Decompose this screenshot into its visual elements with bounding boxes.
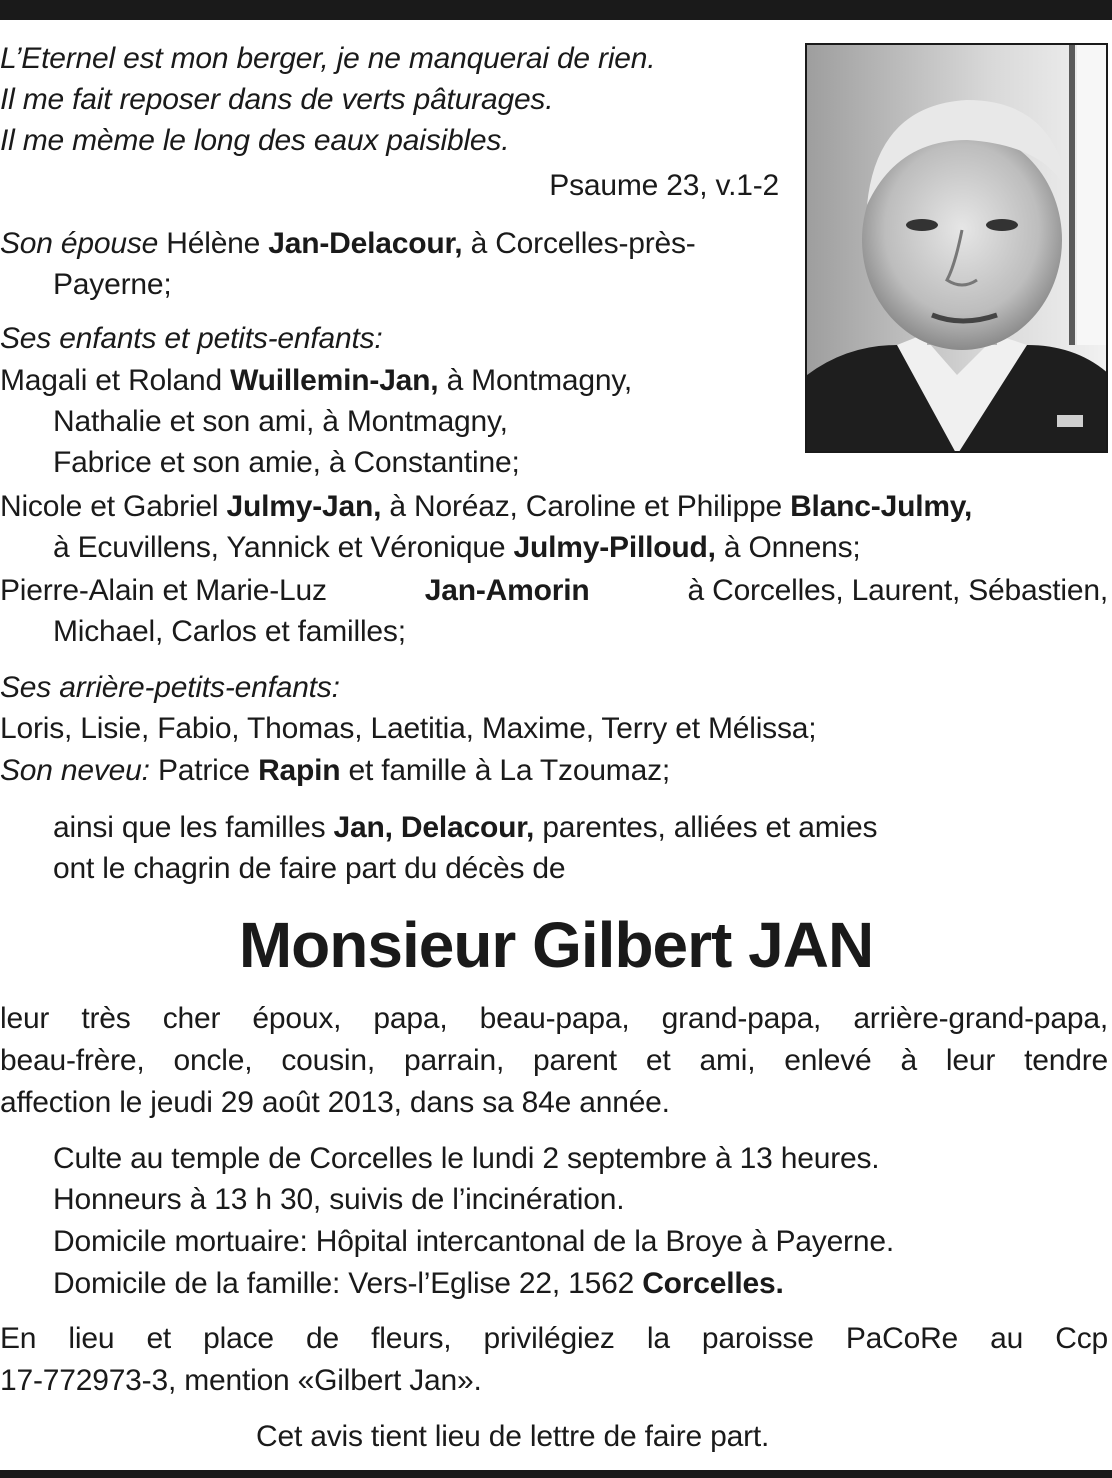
family2-surname: Julmy-Jan,: [226, 490, 382, 523]
children-label: Ses enfants et petits-enfants:: [0, 322, 383, 355]
family1-line: [0, 360, 632, 401]
service-line: Honneurs à 13 h 30, suivis de l’incinération.: [53, 1183, 625, 1216]
psalm-quote: [0, 38, 790, 161]
portrait-photo: [805, 43, 1108, 453]
service-line: Culte au temple de Corcelles le lundi 2 septembre à 13 heures.: [53, 1142, 880, 1175]
spouse-line: [0, 223, 790, 264]
family1-place: à Montmagny,: [446, 364, 633, 397]
family1-names: Magali et Roland: [0, 364, 222, 397]
spouse-first-name: Hélène: [166, 227, 261, 260]
spouse-place: à Corcelles-près-: [470, 227, 696, 260]
family3-names: Pierre-Alain et Marie-Luz: [0, 574, 327, 607]
psalm-reference: Psaume 23, v.1-2: [549, 169, 779, 202]
families-surnames: Jan, Delacour,: [333, 811, 535, 844]
spouse-place-continued: Payerne;: [53, 268, 172, 301]
bottom-border-rule: [0, 1470, 1112, 1478]
families-intro: ainsi que les familles: [53, 811, 326, 844]
family2-line2-end: à Onnens;: [723, 531, 861, 564]
family2-names: Nicole et Gabriel: [0, 490, 219, 523]
description-line: affection le jeudi 29 août 2013, dans sa 84e année.: [0, 1086, 670, 1119]
family2-surname-2: Blanc-Julmy,: [790, 490, 973, 523]
nephew-rest: et famille à La Tzoumaz;: [348, 754, 671, 787]
family2-line-2: [0, 527, 861, 568]
family3-line-2: Michael, Carlos et familles;: [53, 615, 406, 648]
top-border-rule: [0, 0, 1112, 20]
nephew-first-name: Patrice: [157, 754, 250, 787]
spouse-surname: Jan-Delacour,: [268, 227, 463, 260]
deceased-name: Monsieur Gilbert JAN: [238, 909, 874, 981]
family2-line2-start: à Ecuvillens, Yannick et Véronique: [53, 531, 506, 564]
great-grandchildren-names: Loris, Lisie, Fabio, Thomas, Laetitia, Maxime, Terry et Mélissa;: [0, 712, 817, 745]
family3-line: [0, 570, 1108, 611]
donation-line: 17-772973-3, mention «Gilbert Jan».: [0, 1364, 482, 1397]
psalm-line: Il me mème le long des eaux paisibles.: [0, 124, 510, 157]
family3-rest: à Corcelles, Laurent, Sébastien,: [687, 574, 1108, 607]
family2-line: [0, 486, 972, 527]
nephew-label: Son neveu:: [0, 754, 150, 787]
psalm-line: Il me fait reposer dans de verts pâturages.: [0, 83, 554, 116]
spouse-label: Son épouse: [0, 227, 159, 260]
family1-surname: Wuillemin-Jan,: [230, 364, 439, 397]
nephew-surname: Rapin: [258, 754, 341, 787]
service-line: [0, 1263, 784, 1304]
grandchild-line: Nathalie et son ami, à Montmagny,: [53, 405, 508, 438]
nephew-line: [0, 750, 670, 791]
closing-note: Cet avis tient lieu de lettre de faire part.: [256, 1420, 770, 1453]
description-line: leur très cher époux, papa, beau-papa, grand-papa, arrière-grand-papa,: [0, 1002, 1108, 1035]
family2-surname-3: Julmy-Pilloud,: [513, 531, 716, 564]
families-rest: parentes, alliées et amies: [542, 811, 878, 844]
grandchild-line: Fabrice et son amie, à Constantine;: [53, 446, 520, 479]
donation-line: En lieu et place de fleurs, privilégiez la paroisse PaCoRe au Ccp: [0, 1322, 1108, 1355]
families-line: [0, 807, 877, 848]
family2-middle: à Noréaz, Caroline et Philippe: [389, 490, 782, 523]
psalm-line: L’Eternel est mon berger, je ne manquerai de rien.: [0, 42, 656, 75]
family3-surname: Jan-Amorin: [424, 574, 590, 607]
portrait-illustration: [807, 45, 1108, 453]
description-line: beau-frère, oncle, cousin, parrain, parent et ami, enlevé à leur tendre: [0, 1044, 1108, 1077]
families-line-2: ont le chagrin de faire part du décès de: [53, 852, 566, 885]
service-line: Domicile mortuaire: Hôpital intercantonal de la Broye à Payerne.: [53, 1225, 894, 1258]
family-town: Corcelles.: [642, 1267, 784, 1300]
family-address: Domicile de la famille: Vers-l’Eglise 22, 1562: [53, 1267, 635, 1300]
great-grandchildren-label: Ses arrière-petits-enfants:: [0, 671, 340, 704]
